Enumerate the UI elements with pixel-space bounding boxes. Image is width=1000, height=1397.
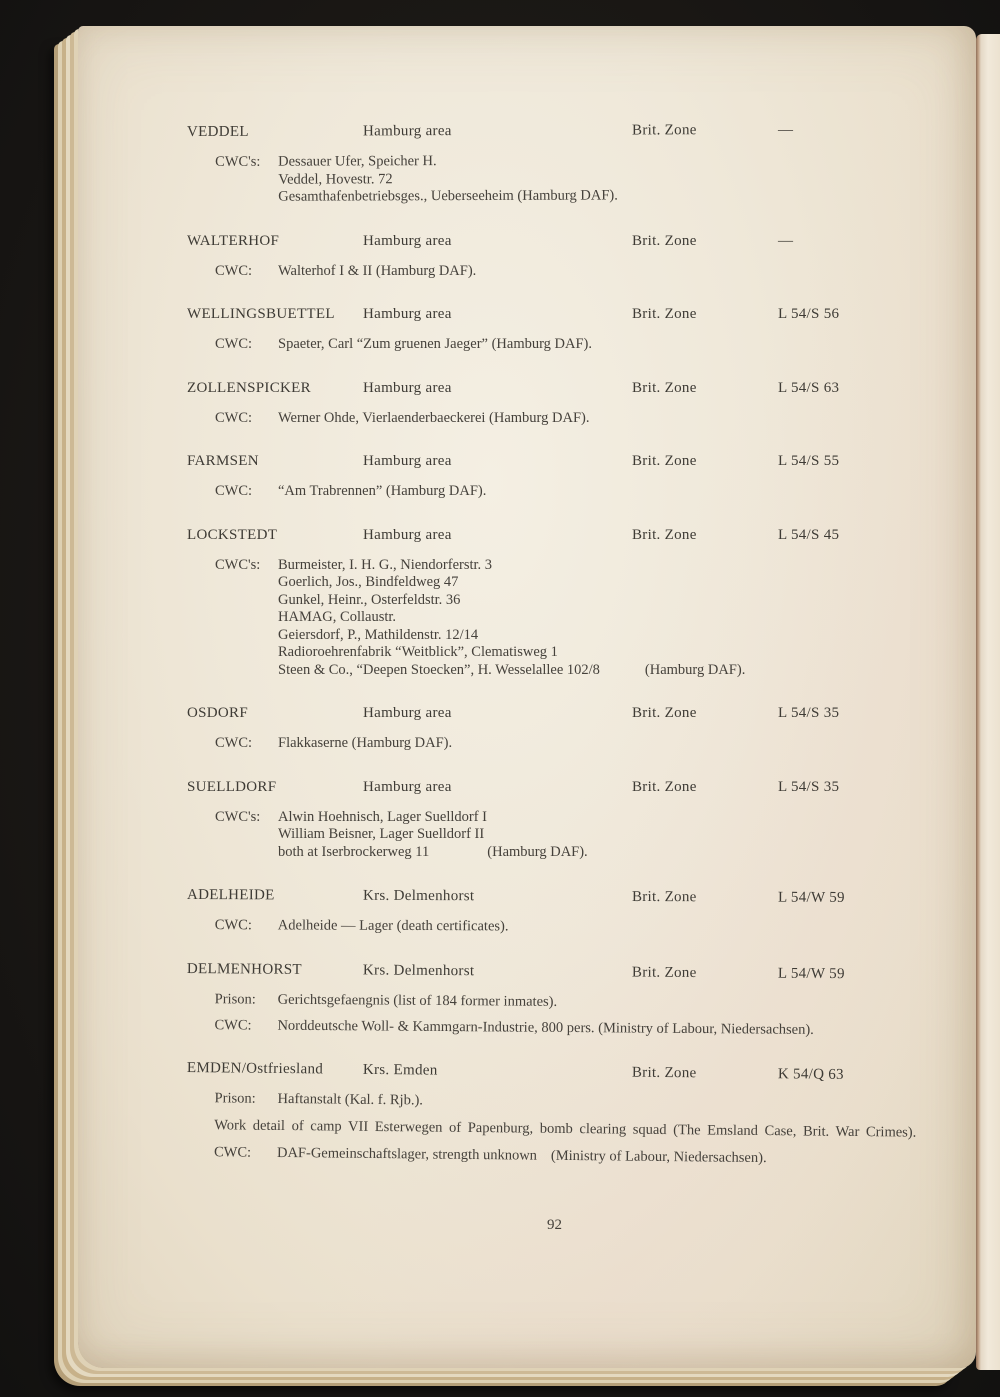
entry-records	[187, 735, 948, 753]
entry-location: Krs. Delmenhorst	[362, 961, 475, 979]
entry-name: LOCKSTEDT	[187, 526, 278, 543]
record	[215, 917, 948, 938]
entry-location: Hamburg area	[363, 306, 452, 322]
entry-location: Hamburg area	[363, 232, 452, 249]
record-lines	[277, 1090, 423, 1109]
entry-grid: L 54/S 45	[778, 526, 840, 543]
record-text: both at Iserbrockerweg 11	[278, 843, 430, 860]
entry-header	[187, 778, 948, 797]
record-lines	[278, 336, 592, 354]
record-text: Veddel, Hovestr. 72	[278, 170, 393, 188]
record-label: CWC's:	[215, 556, 261, 573]
record-text: Burmeister, I. H. G., Niendorferstr. 3	[278, 556, 493, 573]
entry-name: OSDORF	[187, 705, 248, 721]
record-text: Geiersdorf, P., Mathildenstr. 12/14	[278, 626, 479, 643]
record-line	[278, 844, 588, 862]
entry-grid: L 54/W 59	[777, 889, 845, 906]
entry	[187, 452, 948, 501]
entry-zone: Brit. Zone	[632, 232, 697, 249]
record	[214, 1016, 947, 1039]
entry-zone: Brit. Zone	[632, 122, 697, 139]
record-line	[278, 187, 618, 206]
entry	[186, 1059, 948, 1169]
page-content	[187, 123, 948, 1348]
record-text: Spaeter, Carl “Zum gruenen Jaeger” (Hamburg DAF).	[278, 336, 593, 352]
entry-zone: Brit. Zone	[632, 306, 697, 322]
record-line	[278, 609, 745, 627]
record-line	[278, 809, 588, 827]
record-label: CWC:	[214, 1016, 252, 1033]
record-text: Alwin Hoehnisch, Lager Suelldorf I	[278, 808, 487, 825]
entry-header	[187, 704, 948, 723]
record-text: Walterhof I & II (Hamburg DAF).	[278, 262, 477, 279]
page-number: 92	[547, 1216, 562, 1233]
record-line	[278, 410, 589, 428]
record-text: Norddeutsche Woll- & Kammgarn-Industrie, 800 pers. (Ministry of Labour, Niedersachsen).	[277, 1016, 814, 1037]
entry-zone: Brit. Zone	[632, 453, 697, 469]
entry-grid: L 54/S 56	[778, 306, 840, 322]
entry-grid: L 54/S 55	[778, 453, 840, 469]
record-text: “Am Trabrennen” (Hamburg DAF).	[278, 483, 487, 499]
entry-zone: Brit. Zone	[632, 778, 697, 795]
record-line	[278, 662, 745, 680]
entry-location: Hamburg area	[363, 123, 452, 140]
record	[215, 735, 948, 753]
record-lines	[277, 1144, 767, 1167]
entry-header	[187, 379, 948, 398]
entry-records	[187, 809, 948, 862]
record-text: DAF-Gemeinschaftslager, strength unknown	[276, 1143, 538, 1163]
entry-name: VEDDEL	[187, 123, 249, 140]
record-line	[278, 574, 745, 592]
entry-header	[187, 232, 948, 251]
entry	[187, 379, 948, 428]
record-text: Work detail of camp VII Esterwegen of Papenburg, bomb clearing squad (The Emsland Case, Brit. War Crimes).	[214, 1116, 917, 1140]
record	[215, 410, 948, 428]
entry-grid: L 54/S 63	[778, 379, 840, 396]
record-line	[278, 826, 588, 844]
record-label: CWC's:	[215, 153, 261, 170]
entry-zone: Brit. Zone	[632, 379, 697, 396]
record-text: Steen & Co., “Deepen Stoecken”, H. Wesselallee 102/8	[278, 661, 600, 678]
record	[215, 336, 948, 354]
entry-records	[187, 151, 948, 206]
entry-grid: K 54/Q 63	[777, 1065, 845, 1083]
record	[214, 1090, 947, 1115]
entry-records	[187, 336, 948, 354]
record-line	[277, 1144, 767, 1167]
record-text: Flakkaserne (Hamburg DAF).	[278, 735, 453, 751]
entry-records	[186, 990, 947, 1039]
entry	[186, 960, 948, 1040]
entry-header	[187, 526, 948, 545]
entry-zone: Brit. Zone	[631, 963, 697, 981]
entry-grid: —	[777, 121, 794, 138]
entry-location: Hamburg area	[363, 379, 452, 396]
record-text: Gunkel, Heinr., Osterfeldstr. 36	[278, 591, 461, 608]
record-line	[277, 1090, 423, 1109]
entry-header	[187, 960, 948, 985]
entry-header	[187, 1059, 948, 1086]
entry-zone: Brit. Zone	[632, 705, 697, 721]
entry-grid: L 54/S 35	[778, 705, 840, 721]
record-lines	[278, 483, 486, 501]
entry-location: Hamburg area	[363, 778, 452, 795]
entry	[187, 704, 948, 753]
entry-header	[187, 452, 948, 471]
record-label: Prison:	[214, 1089, 256, 1107]
record-line	[278, 336, 592, 354]
record	[215, 263, 948, 281]
entry	[187, 526, 948, 680]
record	[215, 991, 948, 1014]
record	[215, 809, 948, 862]
record-line	[278, 152, 618, 171]
entry-grid: —	[778, 232, 794, 249]
record-suffix: (Hamburg DAF).	[487, 843, 588, 860]
record-text: Radioroehrenfabrik “Weitblick”, Clematisweg 1	[278, 644, 558, 660]
record-line	[278, 735, 452, 753]
record-line	[278, 263, 476, 281]
entry-name: FARMSEN	[187, 453, 259, 469]
entry	[187, 778, 948, 862]
record-line	[278, 917, 509, 936]
record-label: Prison:	[214, 990, 256, 1008]
record-label: CWC:	[215, 735, 253, 751]
entry-records	[187, 917, 948, 938]
entry-name: EMDEN/Ostfriesland	[186, 1059, 324, 1077]
book-page	[78, 26, 976, 1368]
entry-records	[186, 1089, 948, 1168]
entry-header	[187, 120, 948, 142]
entries	[186, 121, 948, 1166]
record-lines	[278, 735, 452, 753]
record	[215, 483, 948, 501]
record-lines	[278, 410, 589, 428]
entry-zone: Brit. Zone	[632, 526, 697, 543]
record-line	[278, 644, 745, 662]
record-line	[278, 991, 558, 1011]
record	[215, 557, 948, 680]
record-lines	[278, 917, 509, 936]
record-text: William Beisner, Lager Suelldorf II	[278, 826, 485, 842]
record-label: CWC:	[215, 409, 253, 426]
entry	[187, 120, 948, 206]
record-lines	[278, 809, 588, 862]
adjacent-page-edge	[976, 34, 1000, 1370]
record-label: CWC's:	[215, 808, 261, 825]
entry-name: DELMENHORST	[186, 960, 302, 978]
record-suffix: (Hamburg DAF).	[644, 661, 746, 678]
record	[214, 1115, 947, 1141]
record-text: Werner Ohde, Vierlaenderbaeckerei (Hamburg DAF).	[278, 409, 590, 426]
entry-name: SUELLDORF	[187, 778, 277, 795]
record-line	[278, 557, 745, 575]
entry-zone: Brit. Zone	[631, 1064, 697, 1081]
entry-location: Krs. Delmenhorst	[362, 887, 475, 905]
record-text: Goerlich, Jos., Bindfeldweg 47	[278, 574, 459, 590]
entry-location: Hamburg area	[363, 526, 452, 543]
record-text: Dessauer Ufer, Speicher H.	[278, 153, 437, 170]
entry-name: WELLINGSBUETTEL	[187, 306, 335, 322]
entry-records	[187, 263, 948, 281]
record-text: Haftanstalt (Kal. f. Rjb.).	[277, 1090, 424, 1108]
record-label: CWC:	[215, 483, 253, 499]
entry-zone: Brit. Zone	[631, 888, 697, 906]
record-line	[278, 592, 745, 610]
record-suffix: (Ministry of Labour, Niedersachsen).	[550, 1146, 767, 1166]
record-lines	[277, 1017, 813, 1039]
record-lines	[278, 152, 618, 206]
record-label: CWC:	[215, 262, 253, 279]
record-label: CWC:	[214, 917, 252, 934]
entry-name: WALTERHOF	[187, 232, 280, 249]
record-text: Adelheide — Lager (death certificates).	[277, 917, 509, 935]
record	[215, 151, 948, 206]
record	[214, 1143, 947, 1168]
entry-grid: L 54/W 59	[777, 965, 845, 982]
entry-name: ZOLLENSPICKER	[187, 379, 311, 396]
record-lines	[214, 1115, 947, 1141]
record-text: Gesamthafenbetriebsges., Ueberseeheim (Hamburg DAF).	[278, 187, 618, 205]
entry-records	[187, 410, 948, 428]
entry	[187, 232, 948, 281]
record-lines	[278, 557, 745, 680]
record-line	[277, 1017, 813, 1039]
entry-header	[187, 305, 948, 324]
record-label: CWC:	[215, 336, 253, 352]
entry	[187, 886, 948, 938]
entry-name: ADELHEIDE	[186, 887, 275, 904]
record-label: CWC:	[213, 1143, 252, 1160]
entry-location: Hamburg area	[363, 453, 452, 469]
entry-grid: L 54/S 35	[778, 778, 840, 795]
entry-location: Krs. Emden	[362, 1061, 438, 1079]
entry-header	[187, 886, 948, 908]
record-line	[278, 627, 745, 645]
entry-records	[187, 483, 948, 501]
entry-location: Hamburg area	[363, 705, 452, 721]
record-text: HAMAG, Collaustr.	[278, 609, 397, 625]
record-line	[278, 483, 486, 501]
record-lines	[278, 263, 476, 281]
record-text: Gerichtsgefaengnis (list of 184 former inmates).	[277, 991, 558, 1010]
entry-records	[187, 557, 948, 680]
record-lines	[278, 991, 558, 1011]
record-line	[214, 1115, 962, 1141]
record-line	[278, 170, 618, 189]
entry	[187, 305, 948, 354]
